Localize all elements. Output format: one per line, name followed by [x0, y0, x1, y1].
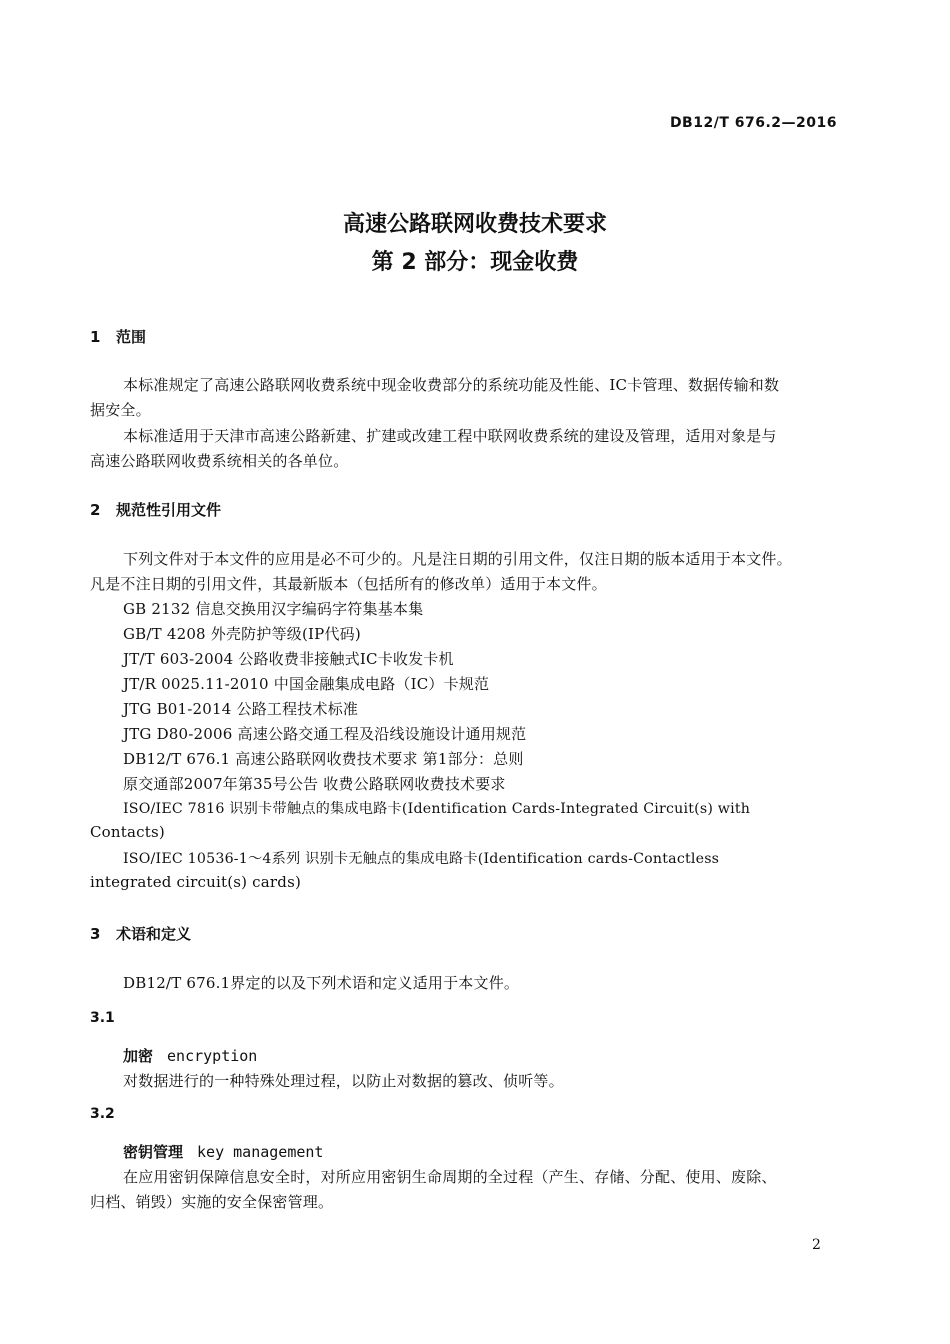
section-heading-scope: [90, 326, 146, 347]
term-definition: 在应用密钥保障信息安全时，对所应用密钥生命周期的全过程（产生、存储、分配、使用、废除、: [123, 1168, 777, 1186]
reference-item: JTG B01-2014 公路工程技术标准: [123, 700, 359, 718]
paragraph-line: 高速公路联网收费系统相关的各单位。: [90, 452, 349, 470]
reference-item: ISO/IEC 10536-1～4系列 识别卡无触点的集成电路卡(Identification cards-Contactless: [123, 851, 720, 867]
reference-item: GB/T 4208 外壳防护等级(IP代码): [123, 625, 361, 643]
reference-item: DB12/T 676.1 高速公路联网收费技术要求 第1部分：总则: [123, 750, 524, 768]
term-chinese: 加密: [123, 1047, 154, 1065]
section-heading-terms-definitions: [90, 923, 191, 944]
paragraph-line: 本标准规定了高速公路联网收费系统中现金收费部分的系统功能及性能、IC卡管理、数据传输和数: [123, 376, 780, 394]
term-number: 3.1: [90, 1010, 115, 1026]
section-title: 术语和定义: [116, 925, 192, 943]
section-title: 规范性引用文件: [116, 501, 222, 519]
term-definition: 对数据进行的一种特殊处理过程，以防止对数据的篡改、侦听等。: [123, 1072, 564, 1090]
section-number: 3: [90, 925, 101, 943]
document-subtitle: 第 2 部分：现金收费: [371, 250, 579, 275]
document-code: DB12/T 676.2—2016: [669, 115, 837, 131]
section-heading-normative-references: [90, 499, 221, 520]
reference-item: 原交通部2007年第35号公告 收费公路联网收费技术要求: [123, 775, 506, 793]
paragraph-line: 本标准适用于天津市高速公路新建、扩建或改建工程中联网收费系统的建设及管理，适用对象是与: [123, 427, 777, 445]
page-number: 2: [812, 1237, 821, 1253]
reference-item: JT/T 603-2004 公路收费非接触式IC卡收发卡机: [123, 650, 454, 668]
reference-item: ISO/IEC 7816 识别卡带触点的集成电路卡(Identification Cards-Integrated Circuit(s) with: [123, 801, 751, 817]
term-chinese: 密钥管理: [123, 1143, 184, 1161]
paragraph-line: 据安全。: [90, 401, 151, 419]
term-number: 3.2: [90, 1106, 115, 1122]
term-heading: [123, 1141, 323, 1162]
paragraph-line: 凡是不注日期的引用文件，其最新版本（包括所有的修改单）适用于本文件。: [90, 575, 607, 593]
paragraph-line: 下列文件对于本文件的应用是必不可少的。凡是注日期的引用文件，仅注日期的版本适用于本文件。: [123, 550, 792, 568]
reference-item: JTG D80-2006 高速公路交通工程及沿线设施设计通用规范: [123, 725, 527, 743]
reference-item-continuation: integrated circuit(s) cards): [90, 873, 302, 891]
term-english: encryption: [167, 1047, 258, 1065]
section-number: 1: [90, 328, 101, 346]
paragraph-line: DB12/T 676.1界定的以及下列术语和定义适用于本文件。: [123, 974, 520, 992]
reference-item: GB 2132 信息交换用汉字编码字符集基本集: [123, 600, 424, 618]
section-number: 2: [90, 501, 101, 519]
term-heading: [123, 1045, 257, 1066]
term-definition-continuation: 归档、销毁）实施的安全保密管理。: [90, 1193, 334, 1211]
reference-item: JT/R 0025.11-2010 中国金融集成电路（IC）卡规范: [123, 675, 490, 693]
section-title: 范围: [116, 328, 147, 346]
document-title: 高速公路联网收费技术要求: [342, 212, 607, 237]
reference-item-continuation: Contacts): [90, 823, 165, 841]
term-english: key management: [197, 1143, 324, 1161]
